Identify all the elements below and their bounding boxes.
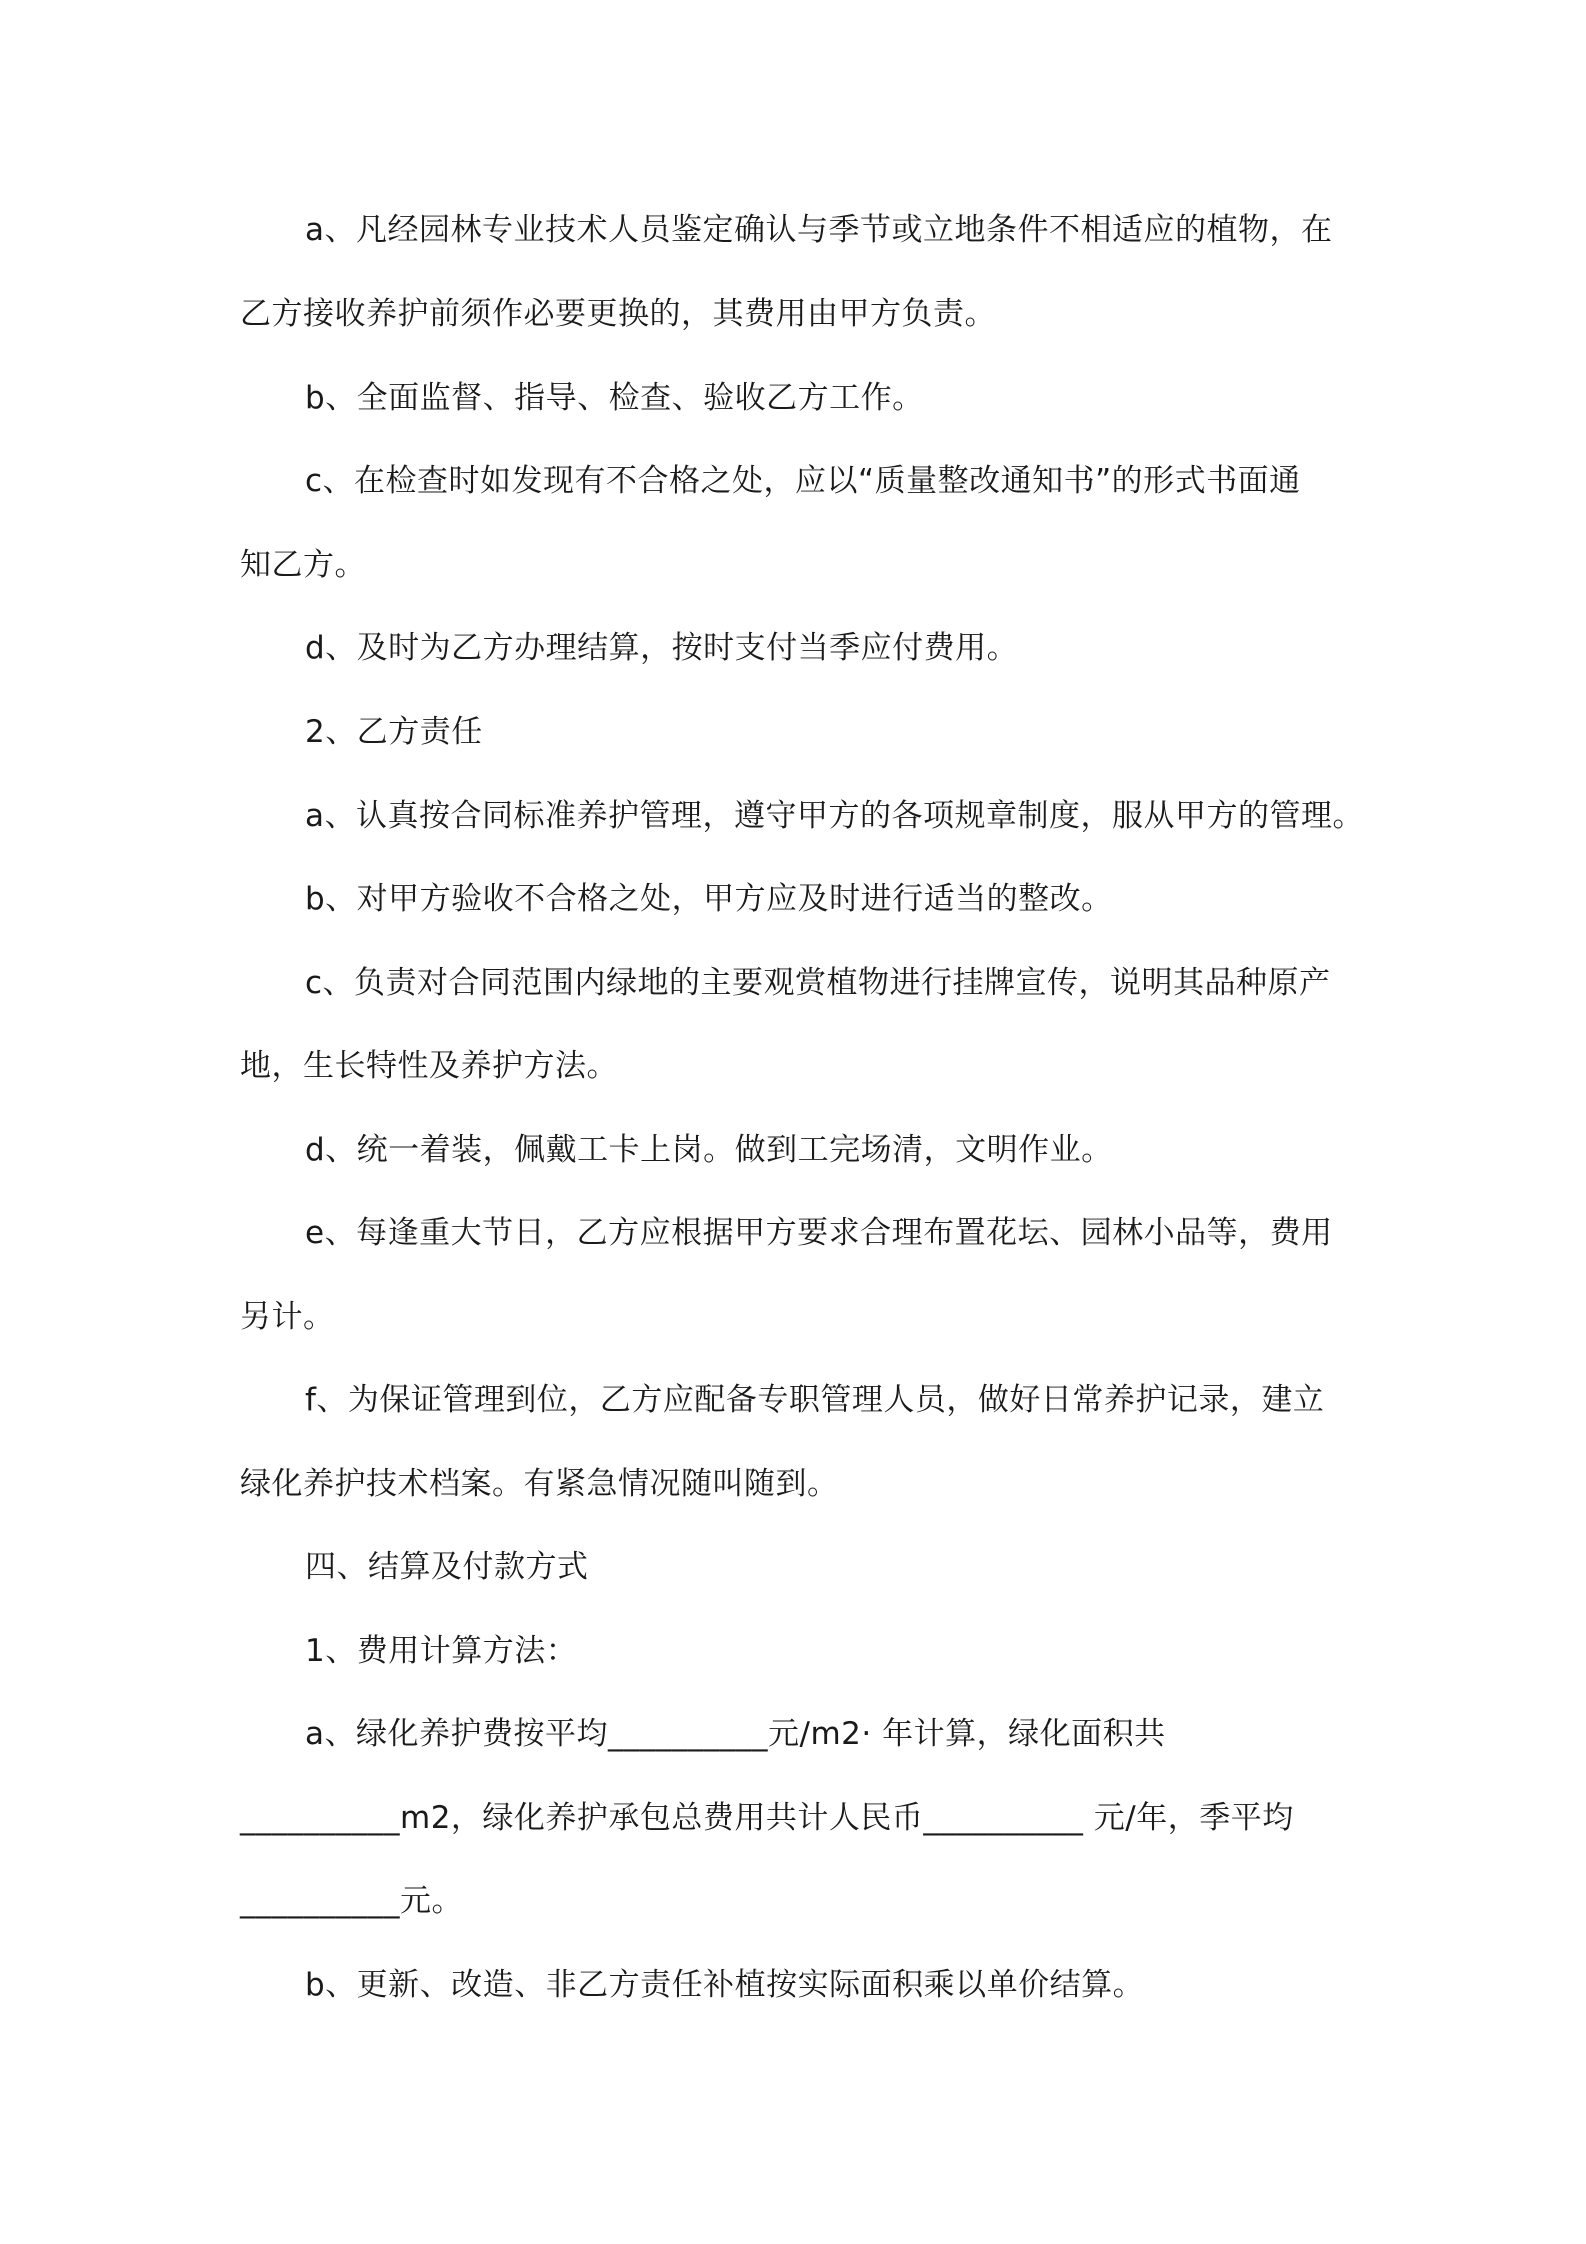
paragraph-line: __________m2，绿化养护承包总费用共计人民币__________ 元/年，季平均 xyxy=(240,1800,1294,1836)
paragraph-line: a、凡经园林专业技术人员鉴定确认与季节或立地条件不相适应的植物，在 xyxy=(305,212,1333,248)
paragraph-line: b、对甲方验收不合格之处，甲方应及时进行适当的整改。 xyxy=(305,881,1113,917)
paragraph-line: d、及时为乙方办理结算，按时支付当季应付费用。 xyxy=(305,630,1019,666)
paragraph-line: d、统一着装，佩戴工卡上岗。做到工完场清，文明作业。 xyxy=(305,1132,1113,1168)
paragraph-line: a、绿化养护费按平均__________元/m2· 年计算，绿化面积共 xyxy=(305,1716,1166,1752)
paragraph-line: 知乙方。 xyxy=(240,547,366,583)
paragraph-line: 地，生长特性及养护方法。 xyxy=(240,1048,618,1084)
paragraph-line: c、在检查时如发现有不合格之处，应以“质量整改通知书”的形式书面通 xyxy=(305,463,1301,499)
paragraph-line: a、认真按合同标准养护管理，遵守甲方的各项规章制度，服从甲方的管理。 xyxy=(305,798,1364,834)
paragraph-line: 绿化养护技术档案。有紧急情况随叫随到。 xyxy=(240,1466,839,1502)
paragraph-line: f、为保证管理到位，乙方应配备专职管理人员，做好日常养护记录，建立 xyxy=(305,1382,1325,1418)
paragraph-line: b、更新、改造、非乙方责任补植按实际面积乘以单价结算。 xyxy=(305,1967,1145,2003)
section-heading: 四、结算及付款方式 xyxy=(305,1549,589,1585)
paragraph-line: c、负责对合同范围内绿地的主要观赏植物进行挂牌宣传，说明其品种原产 xyxy=(305,965,1331,1001)
paragraph-line: 乙方接收养护前须作必要更换的，其费用由甲方负责。 xyxy=(240,296,996,332)
subsection-heading: 1、费用计算方法： xyxy=(305,1633,578,1669)
paragraph-line: __________元。 xyxy=(240,1883,463,1919)
paragraph-line: 另计。 xyxy=(240,1299,335,1335)
paragraph-line: e、每逢重大节日，乙方应根据甲方要求合理布置花坛、园林小品等，费用 xyxy=(305,1215,1333,1251)
paragraph-line: b、全面监督、指导、检查、验收乙方工作。 xyxy=(305,380,924,416)
section-heading: 2、乙方责任 xyxy=(305,714,483,750)
